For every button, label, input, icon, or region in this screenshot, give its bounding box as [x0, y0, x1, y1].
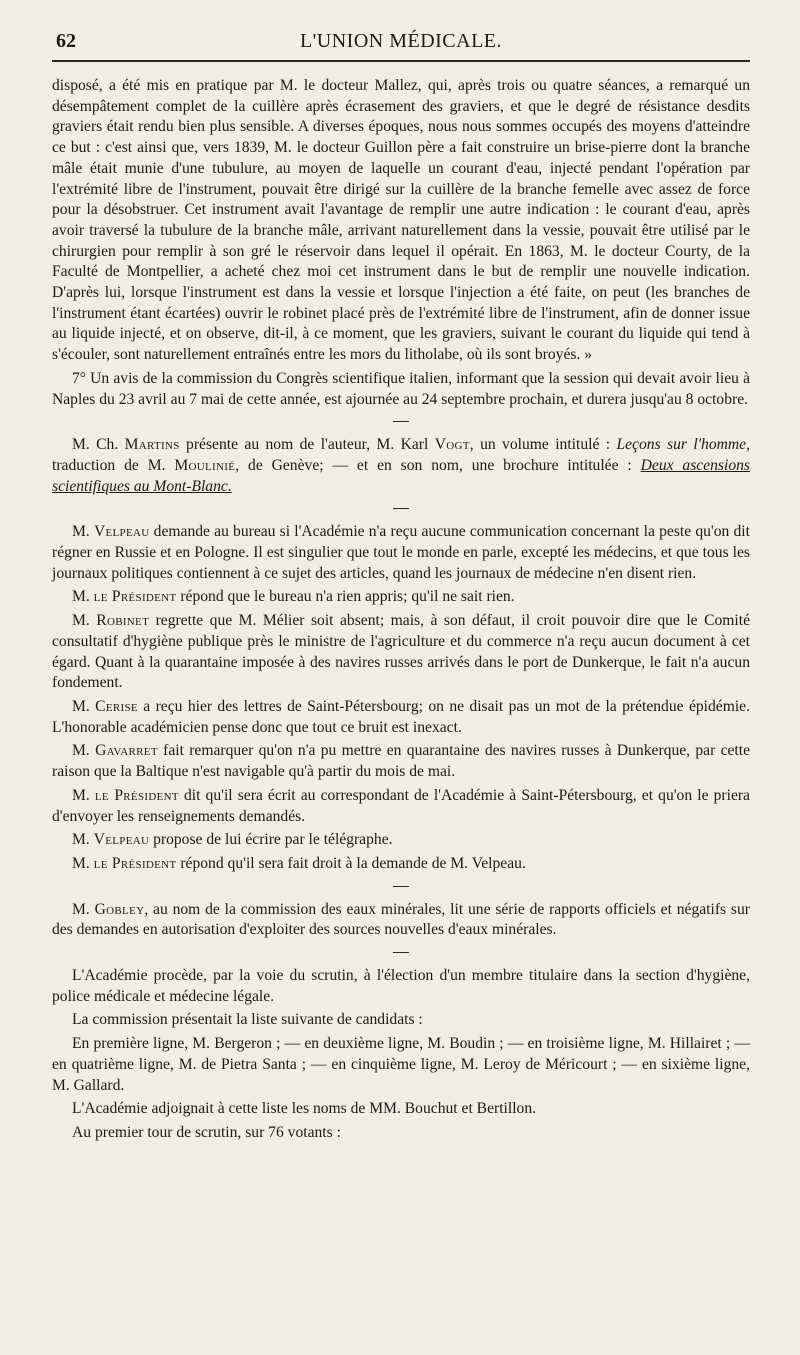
text-run: propose de lui écrire par le télégraphe.	[149, 831, 393, 849]
work-title: Deux ascensions scientifiques au Mont-Blanc.	[52, 456, 750, 495]
text-run: demande au bureau si l'Académie n'a reçu aucune communication concernant la peste qu'on dit régner en Russie et en Pologne. Il est singulier que tout le monde en parle, excepté les médecins, et que tous les journaux politiques contiennent à ce sujet des articles, quand les journaux de médecine n'en disent rien.	[52, 523, 750, 582]
person-name: Cerise	[95, 697, 138, 715]
paragraph	[52, 900, 750, 941]
person-name: Robinet	[96, 612, 150, 630]
text-run: , au nom de la commission des eaux minérales, lit une série de rapports officiels et négatifs sur des demandes en autorisation d'exploiter des sources nouvelles d'eaux minérales.	[52, 900, 750, 939]
text-run: L'Académie adjoignait à cette liste les noms de MM. Bouchut et Bertillon.	[72, 1100, 537, 1118]
person-name: le Président	[93, 588, 177, 606]
text-run: répond qu'il sera fait droit à la demande de M. Velpeau.	[176, 854, 526, 872]
paragraph	[52, 1010, 750, 1031]
text-run: L'Académie procède, par la voie du scrutin, à l'élection d'un membre titulaire dans la section d'hygiène, police médicale et médecine légale.	[52, 967, 750, 1005]
paragraph	[52, 611, 750, 694]
text-run: dit qu'il sera écrit au correspondant de l'Académie à Saint-Pétersbourg, et qu'on le priera d'envoyer les renseignements demandés.	[52, 786, 750, 825]
person-name: Gobley	[94, 900, 145, 918]
person-name: Moulinié	[174, 456, 236, 474]
paragraph	[52, 435, 750, 497]
text-run: M. Ch.	[72, 436, 125, 454]
paragraph	[52, 1099, 750, 1120]
section-separator	[393, 886, 409, 887]
text-run: 7° Un avis de la commission du Congrès scientifique italien, informant que la session qui devait avoir lieu à Naples du 23 avril au 7 mai de cette année, est ajournée au 24 septembre prochain, et durera jusqu'au 8 octobre.	[52, 369, 750, 408]
paragraph	[52, 786, 750, 827]
person-name: Martins	[124, 436, 180, 454]
article-body	[52, 76, 750, 1144]
person-name: Vogt	[434, 436, 470, 454]
text-run: présente au nom de l'auteur, M. Karl	[179, 436, 435, 454]
paragraph	[52, 76, 750, 366]
text-run: M.	[72, 900, 95, 918]
person-name: Velpeau	[93, 831, 150, 849]
text-run: regrette que M. Mélier soit absent; mais, à son défaut, il croit pouvoir dire que le Comité consultatif d'hygiène publique près le ministre de l'agriculture et du commerce n'a reçu aucun document à cet égard. Quant à la quarantaine imposée à des navires russes arrivés dans le port de Dunkerque, le fait n'a aucun fondement.	[52, 612, 750, 692]
paragraph	[52, 1034, 750, 1096]
page-number: 62	[56, 30, 76, 52]
page-header	[52, 22, 750, 62]
text-run: M.	[72, 612, 97, 630]
text-run: M.	[72, 831, 94, 849]
person-name: le Président	[93, 854, 177, 872]
text-run: traduction de M.	[52, 456, 175, 474]
text-run: disposé, a été mis en pratique par M. le docteur Mallez, qui, après trois ou quatre séances, a remarqué un désempâtement complet de la cuillère après écrasement des graviers, et que le degré de résistance desdits graviers était rendu bien plus sensible. A diverses époques, nous nous sommes occupés des moyens d'atteindre ce but : c'est ainsi que, vers 1839, M. le docteur Guillon père a fait construire un brise-pierre dont la branche mâle était munie d'une tubulure, au moyen de laquelle un courant d'eau, injecté pendant l'opération par l'extrémité libre de l'instrument, pouvait être dirigé sur la cuillère de la branche femelle avec assez de force pour la désobstruer. Cet instrument avait l'avantage de remplir une autre indication : le courant d'eau, après avoir traversé la tubulure de la branche mâle, arrivant naturellement dans la vessie, pouvait être utilisé par le chirurgien pour remplir à son gré le réservoir dans lequel il opérait. En 1863, M. le docteur Courty, de la Faculté de Montpellier, a acheté chez moi cet instrument dans le but de remplir une nouvelle indication. D'après lui, lorsque l'instrument est dans la vessie et lorsque l'injection a été faite, on peut (les branches de l'instrument étant écartées) ouvrir le robinet placé près de l'extrémité libre de l'instrument, afin de donner issue au liquide injecté, et on observe, dit-il, à ce moment, que les graviers, suivant le courant du liquide qui tend à s'écouler, sont naturellement entraînés entre les mors du litholabe, où ils sont broyés. »	[52, 77, 750, 364]
text-run: Au premier tour de scrutin, sur 76 votants :	[72, 1123, 341, 1141]
text-run: , un volume intitulé :	[469, 436, 617, 454]
work-title: Leçons sur l'homme,	[616, 436, 750, 454]
paragraph	[52, 854, 750, 875]
text-run: M.	[72, 854, 94, 872]
text-run: a reçu hier des lettres de Saint-Pétersbourg; on ne disait pas un mot de la prétendue épidémie. L'honorable académicien pense donc que tout ce bruit est inexact.	[52, 697, 750, 736]
text-run: M.	[72, 588, 94, 606]
paragraph	[52, 522, 750, 584]
text-run: M.	[72, 742, 96, 760]
text-run: En première ligne, M. Bergeron ; — en deuxième ligne, M. Boudin ; — en troisième ligne, M. Hillairet ; — en quatrième ligne, M. de Pietra Santa ; — en cinquième ligne, M. Leroy de Méricourt ; — en sixième ligne, M. Gallard.	[52, 1035, 750, 1094]
running-title: L'UNION MÉDICALE.	[299, 30, 503, 52]
text-run: M.	[72, 697, 96, 715]
paragraph	[52, 697, 750, 738]
paragraph	[52, 830, 750, 851]
paragraph	[52, 369, 750, 410]
text-run: La commission présentait la liste suivante de candidats :	[72, 1011, 423, 1029]
text-run: fait remarquer qu'on n'a pu mettre en quarantaine des navires russes à Dunkerque, par cette raison que la Baltique n'est navigable qu'à partir du mois de mai.	[52, 742, 750, 781]
paragraph	[52, 741, 750, 782]
text-run: M.	[72, 786, 95, 804]
person-name: le Président	[94, 786, 179, 804]
text-run: M.	[72, 523, 94, 541]
section-separator	[393, 952, 409, 953]
paragraph	[52, 1123, 750, 1144]
section-separator	[393, 508, 409, 509]
person-name: Gavarret	[95, 742, 158, 760]
paragraph	[52, 966, 750, 1007]
text-run: répond que le bureau n'a rien appris; qu'il ne sait rien.	[176, 588, 515, 606]
section-separator	[393, 421, 409, 422]
person-name: Velpeau	[93, 523, 150, 541]
paragraph	[52, 587, 750, 608]
text-run: , de Genève; — et en son nom, une brochure intitulée :	[235, 456, 641, 474]
